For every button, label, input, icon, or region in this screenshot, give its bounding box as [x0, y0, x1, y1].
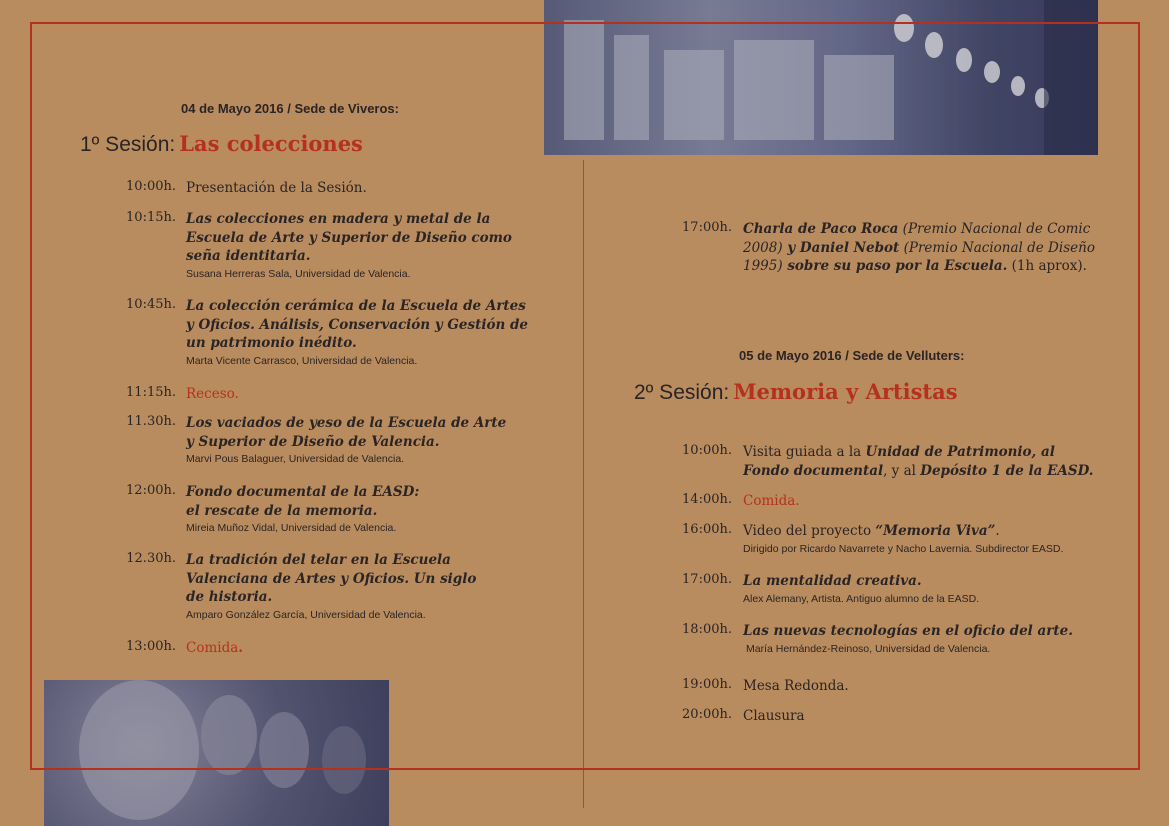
item-time: 11.30h. — [126, 414, 176, 429]
charla-speaker-1: Charla de Paco Roca — [743, 221, 899, 237]
visita-place-3: Depósito 1 de la EASD. — [920, 462, 1094, 479]
item-text: Clausura — [743, 708, 805, 724]
item-title: La mentalidad creativa. — [743, 573, 922, 589]
day1-session-prefix: 1º Sesión: — [80, 133, 176, 156]
item-title — [186, 414, 506, 467]
day2-session-title: Memoria y Artistas — [733, 379, 958, 404]
item-time: 10:00h. — [682, 443, 732, 458]
day2-venue: 05 de Mayo 2016 / Sede de Velluters: — [739, 348, 965, 363]
item-text: Comida. — [743, 493, 800, 509]
day1-session-title: Las colecciones — [179, 131, 363, 156]
day1-session-heading — [80, 131, 363, 157]
item-text — [743, 443, 1094, 480]
item-text-suffix: . — [238, 640, 243, 656]
item-author: Marvi Pous Balaguer, Universidad de Valencia. — [186, 453, 405, 465]
item-time: 12:00h. — [126, 483, 176, 498]
item-title-line: seña identitaria. — [186, 248, 311, 264]
item-text: Receso. — [186, 386, 239, 402]
item-title — [186, 297, 528, 369]
day1-column — [0, 0, 583, 826]
item-title: Las nuevas tecnologías en el oficio del arte. — [743, 623, 1073, 639]
item-title-line: Escuela de Arte y Superior de Diseño como — [186, 229, 512, 246]
item-text: Presentación de la Sesión. — [186, 180, 367, 196]
video-period: . — [995, 523, 1000, 539]
item-title-line: Los vaciados de yeso de la Escuela de Arte — [186, 415, 507, 431]
day1-venue: 04 de Mayo 2016 / Sede de Viveros: — [181, 101, 399, 116]
charla-note-1: (Premio Nacional de Comic — [898, 221, 1091, 237]
item-time: 14:00h. — [682, 492, 732, 507]
item-time: 10:15h. — [126, 210, 176, 225]
item-title-line: un patrimonio inédito. — [186, 335, 357, 351]
item-author: Mireia Muñoz Vidal, Universidad de Valencia. — [186, 522, 397, 534]
charla-note-2-end: 1995) — [743, 258, 783, 274]
item-author: Alex Alemany, Artista. Antiguo alumno de la EASD. — [743, 592, 980, 605]
visita-place-2: Fondo documental — [743, 462, 884, 479]
item-text — [743, 522, 1063, 557]
item-time: 18:00h. — [682, 622, 732, 637]
item-title-line: La tradición del telar en la Escuela — [186, 552, 451, 568]
item-time: 10:00h. — [126, 179, 176, 194]
charla-speaker-2: y Daniel Nebot — [782, 239, 900, 256]
item-author: Marta Vicente Carrasco, Universidad de Valencia. — [186, 354, 418, 367]
item-title — [186, 551, 476, 623]
item-title-line: de historia. — [186, 589, 273, 605]
item-text — [186, 639, 243, 658]
charla-note-1-end: 2008) — [743, 239, 783, 256]
item-text-main: Comida — [186, 640, 239, 656]
visita-text-1: Visita guiada a la — [743, 444, 866, 460]
charla-duration: (1h aprox). — [1007, 258, 1087, 274]
item-text — [743, 220, 1095, 276]
item-title-line: y Superior de Diseño de Valencia. — [186, 433, 440, 450]
item-time: 10:45h. — [126, 297, 176, 312]
item-title-line: Las colecciones en madera y metal de la — [186, 211, 491, 227]
item-author: Dirigido por Ricardo Navarrete y Nacho Lavernia. Subdirector EASD. — [743, 542, 1064, 555]
item-author: Susana Herreras Sala, Universidad de Valencia. — [186, 267, 411, 280]
item-title — [186, 210, 512, 282]
visita-text-2: , y al — [883, 462, 921, 479]
item-title-line: y Oficios. Análisis, Conservación y Gestión de — [186, 316, 528, 333]
item-time: 11:15h. — [126, 385, 176, 400]
item-title — [186, 483, 419, 536]
item-time: 12.30h. — [126, 551, 176, 566]
charla-topic: sobre su paso por la Escuela. — [782, 258, 1008, 274]
charla-note-2: (Premio Nacional de Diseño — [899, 239, 1095, 256]
item-text: Mesa Redonda. — [743, 678, 849, 694]
item-title-line: el rescate de la memoria. — [186, 502, 378, 519]
item-text — [743, 572, 979, 607]
item-title-line: Fondo documental de la EASD: — [186, 484, 420, 500]
item-title-line: Valenciana de Artes y Oficios. Un siglo — [186, 570, 477, 587]
item-time: 20:00h. — [682, 707, 732, 722]
video-title: “Memoria Viva” — [875, 523, 996, 539]
visita-place-1: Unidad de Patrimonio, al — [865, 444, 1055, 460]
item-author: María Hernández-Reinoso, Universidad de Valencia. — [746, 642, 991, 655]
item-text — [743, 622, 1073, 657]
item-title-line: La colección cerámica de la Escuela de Artes — [186, 298, 526, 314]
day2-session-prefix: 2º Sesión: — [634, 381, 730, 404]
item-time: 17:00h. — [682, 572, 732, 587]
item-time: 19:00h. — [682, 677, 732, 692]
item-time: 16:00h. — [682, 522, 732, 537]
day2-column — [584, 0, 1169, 826]
item-time: 13:00h. — [126, 639, 176, 654]
item-author: Amparo González García, Universidad de Valencia. — [186, 608, 426, 621]
item-time: 17:00h. — [682, 220, 732, 235]
day2-session-heading — [634, 379, 958, 405]
video-text: Video del proyecto — [743, 523, 876, 539]
